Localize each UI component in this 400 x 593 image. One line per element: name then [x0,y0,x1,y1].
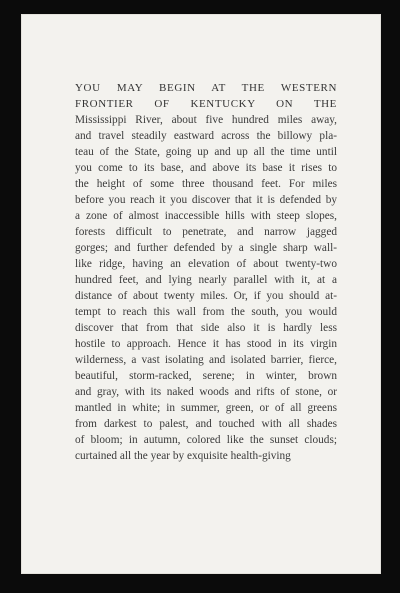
text-line: from darkest to palest, and touched with all shades [75,418,337,430]
text-line: mantled in white; in summer, green, or of all greens [75,402,337,414]
text-line: and gray, with its naked woods and rifts of stone, or [75,386,337,398]
text-line: teau of the State, going up and up all the time until [75,146,337,158]
text-line: you come to its base, and above its base it rises to [75,162,337,174]
body-text [75,80,337,464]
book-page [21,14,381,574]
text-line: hostile to approach. Hence it has stood in its virgin [75,338,337,350]
text-line: distance of about twenty miles. Or, if you should at- [75,290,337,302]
text-line: hundred feet, and lying nearly parallel with it, at a [75,274,337,286]
text-line: the height of some three thousand feet. For miles [75,178,337,190]
text-line: beautiful, storm-racked, serene; in winter, brown [75,370,337,382]
text-line: before you reach it you discover that it is defended by [75,194,337,206]
text-line: Mississippi River, about five hundred miles away, [75,114,337,126]
text-line: FRONTIER OF KENTUCKY ON THE [75,98,337,110]
text-line: gorges; and further defended by a single sharp wall- [75,242,337,254]
text-line: forests difficult to penetrate, and narrow jagged [75,226,337,238]
text-line: a zone of almost inaccessible hills with steep slopes, [75,210,337,222]
text-line: of bloom; in autumn, colored like the sunset clouds; [75,434,337,446]
text-line: curtained all the year by exquisite health-giving [75,450,291,462]
text-line: and travel steadily eastward across the billowy pla- [75,130,337,142]
text-line: YOU MAY BEGIN AT THE WESTERN [75,82,337,94]
text-line: like ridge, having an elevation of about twenty-two [75,258,337,270]
text-line: wilderness, a vast isolating and isolated barrier, fierce, [75,354,337,366]
text-line: tempt to reach this wall from the south, you would [75,306,337,318]
text-line: discover that from that side also it is hardly less [75,322,337,334]
